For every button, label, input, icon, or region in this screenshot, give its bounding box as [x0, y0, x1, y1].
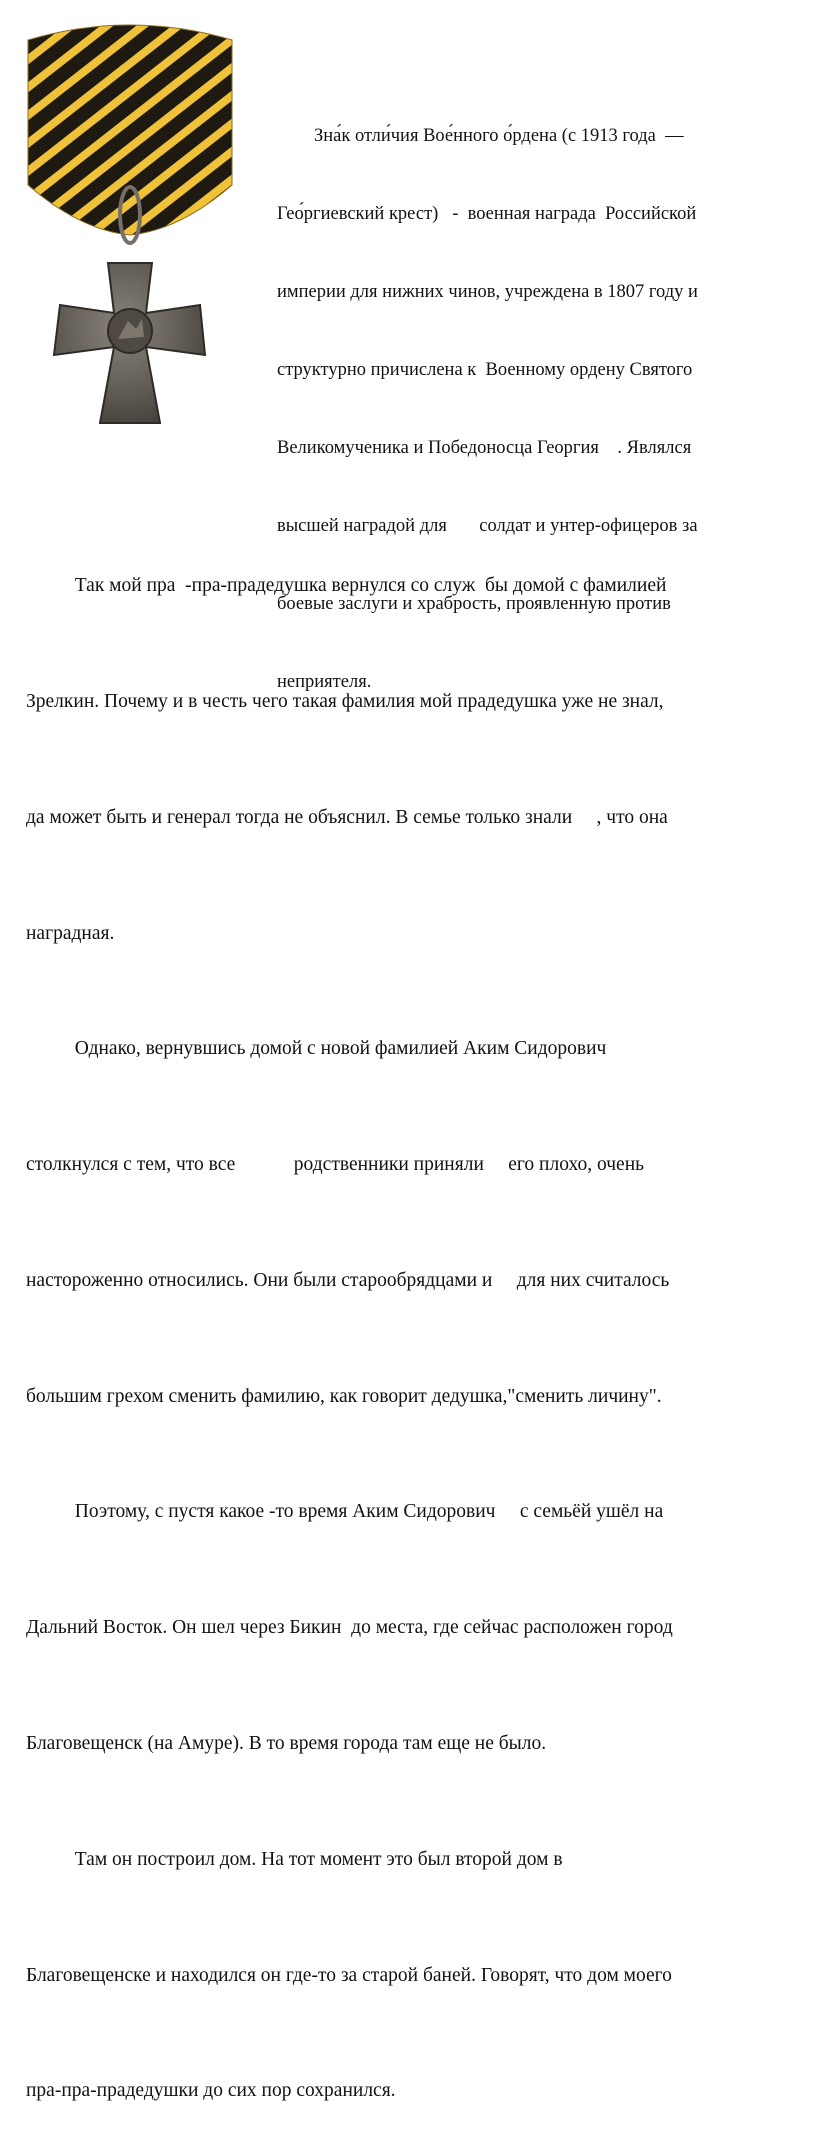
text-line: Благовещенске и находился он где-то за старой баней. Говорят, что дом моего — [26, 1964, 672, 1986]
text-line: да может быть и генерал тогда не объяснил. В семье только знали , что она — [26, 806, 668, 828]
text-line: неприятеля. — [277, 672, 372, 692]
text-line: Благовещенск (на Амуре). В то время города там еще не было. — [26, 1733, 547, 1754]
text-line: структурно причислена к Военному ордену Святого — [277, 360, 693, 380]
text-line: Зрелкин. Почему и в честь чего такая фамилия мой прадедушка уже не знал, — [26, 690, 664, 712]
text-line: Гео́ргиевский крест) - военная награда Российской — [277, 204, 697, 224]
text-line: Дальний Восток. Он шел через Бикин до места, где сейчас расположен город — [26, 1617, 673, 1639]
text-line: столкнулся с тем, что все родственники приняли его плохо, очень — [26, 1154, 645, 1176]
text-line: наградная. — [26, 922, 115, 944]
text-line: боевые заслуги и храбрость, проявленную против — [277, 594, 671, 614]
text-line: Однако, вернувшись домой с новой фамилией Аким Сидорович — [26, 1038, 607, 1060]
family-story-text — [26, 490, 816, 2150]
text-line: Великомученика и Победоносца Георгия . Являлся — [277, 438, 692, 458]
text-line: империи для нижних чинов, учреждена в 1807 году и — [277, 282, 698, 302]
text-line: Там он построил дом. На тот момент это был второй дом в — [26, 1848, 563, 1870]
cross — [54, 263, 205, 423]
ribbon — [20, 15, 240, 245]
text-line: пра-пра-прадедушки до сих пор сохранился. — [26, 2080, 396, 2102]
text-line: Зна́к отли́чия Вое́нного о́рдена (с 1913 года — — [277, 126, 684, 146]
text-line: настороженно относились. Они были старообрядцами и для них считалось — [26, 1269, 670, 1291]
text-line: Поэтому, с пустя какое -то время Аким Сидорович с семьёй ушёл на — [26, 1501, 664, 1523]
st-george-cross-medal-image — [20, 15, 240, 430]
text-line: Так мой пра -пра-прадедушка вернулся со служ бы домой с фамилией — [26, 575, 667, 597]
text-line: высшей наградой для солдат и унтер-офицеров за — [277, 516, 698, 536]
text-line: большим грехом сменить фамилию, как говорит дедушка,"сменить личину". — [26, 1385, 662, 1407]
